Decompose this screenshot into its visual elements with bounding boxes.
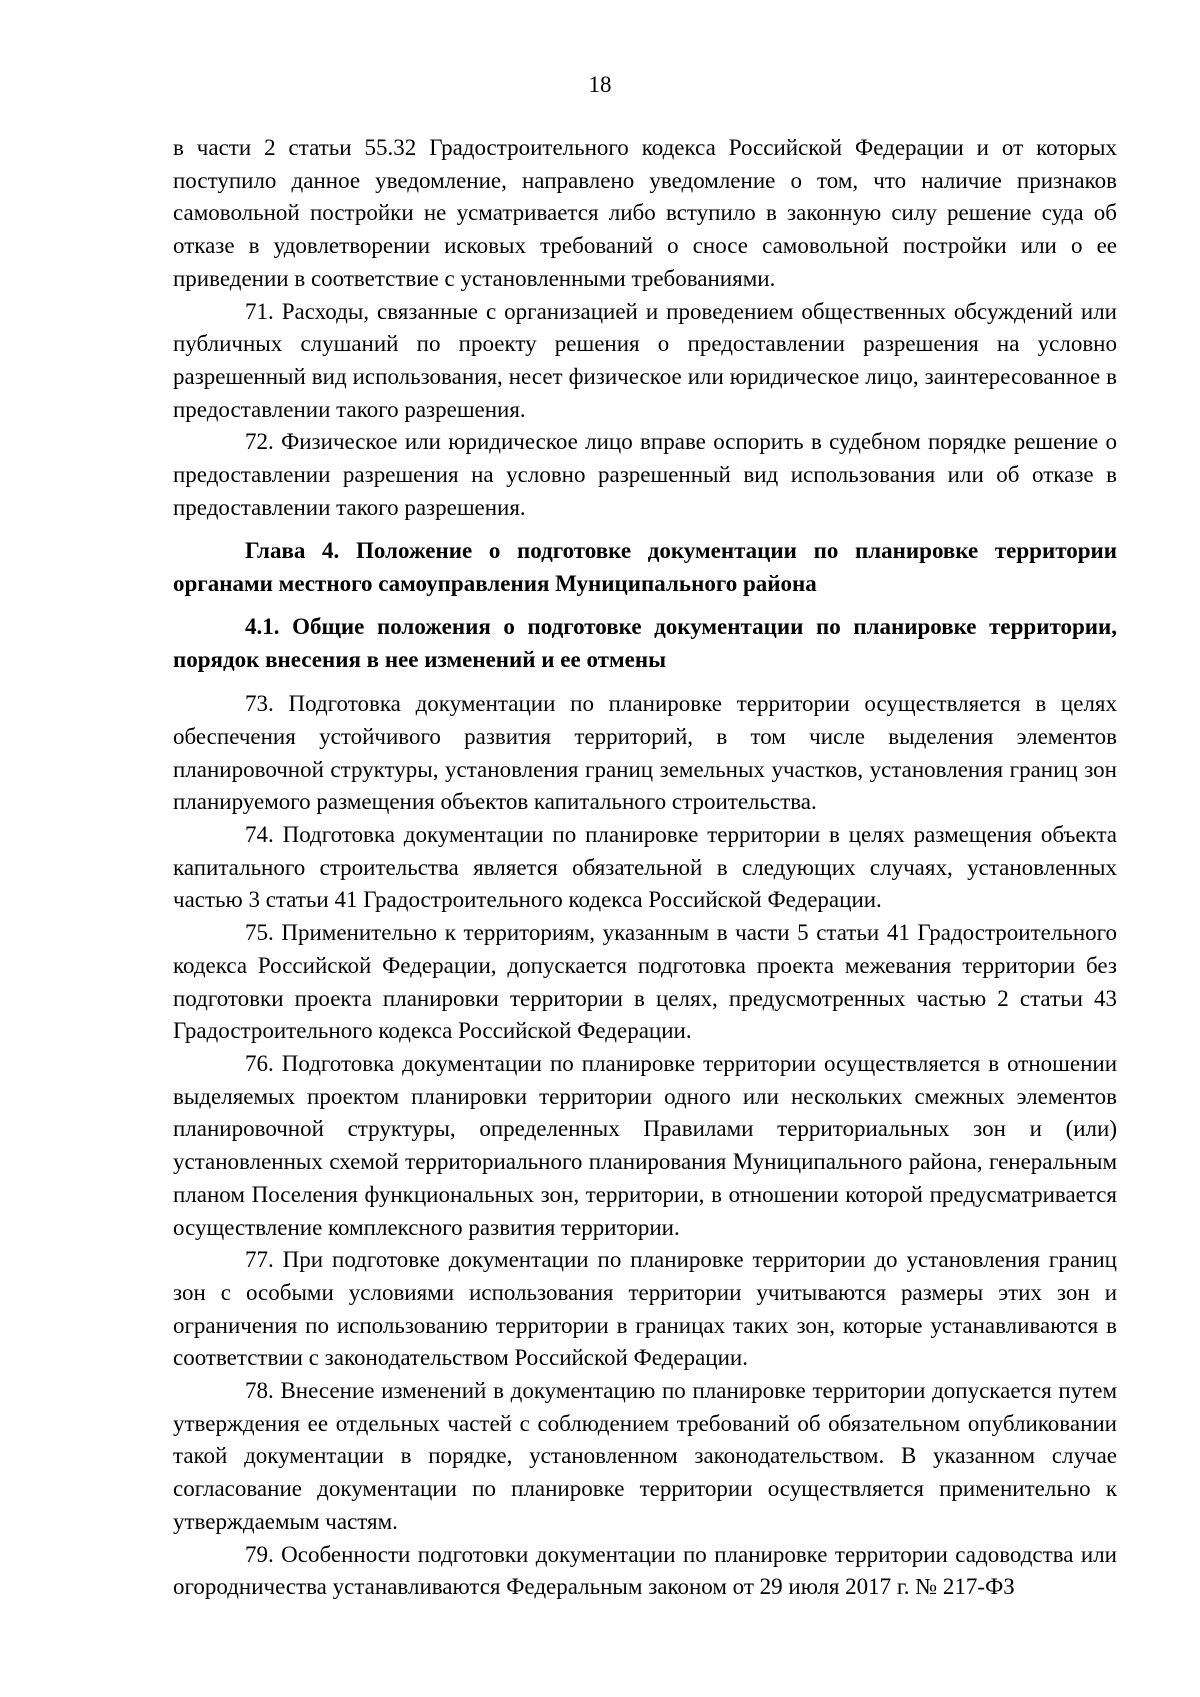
page-number: 18 xyxy=(588,72,612,97)
paragraph-continuation: в части 2 статьи 55.32 Градостроительного кодекса Российской Федерации и от которых поступило данное уведомление, направлено уведомление о том, что наличие признаков самовольной постройки не усматривается либо вступило в законную силу решение суда об отказе в удовлетворении исковых требований о сносе самовольной постройки или о ее приведении в соответствие с установленными требованиями. xyxy=(173,135,1117,291)
paragraph-71: 71. Расходы, связанные с организацией и проведением общественных обсуждений или публичных слушаний по проекту решения о предоставлении разрешения на условно разрешенный вид использования, несет физическое или юридическое лицо, заинтересованное в предоставлении такого разрешения. xyxy=(173,298,1117,422)
paragraph-76: 76. Подготовка документации по планировке территории осуществляется в отношении выделяемых проектом планировки территории одного или нескольких смежных элементов планировочной структуры, определенных Правилами территориальных зон и (или) установленных схемой территориального планирования Муниципального района, генеральным планом Поселения функциональных зон, территории, в отношении которой предусматривается осуществление комплексного развития территории. xyxy=(173,1050,1117,1240)
paragraph-77: 77. При подготовке документации по планировке территории до установления границ зон с особыми условиями использования территории учитываются размеры этих зон и ограничения по использованию территории в границах таких зон, которые устанавливаются в соответствии с законодательством Российской Федерации. xyxy=(173,1247,1117,1371)
paragraph-75: 75. Применительно к территориям, указанным в части 5 статьи 41 Градостроительного кодекса Российской Федерации, допускается подготовка проекта межевания территории без подготовки проекта планировки территории в целях, предусмотренных частью 2 статьи 43 Градостроительного кодекса Российской Федерации. xyxy=(173,920,1117,1044)
paragraph-78: 78. Внесение изменений в документацию по планировке территории допускается путем утверждения ее отдельных частей с соблюдением требований об обязательном опубликовании такой документации в порядке, установленном законодательством. В указанном случае согласование документации по планировке территории осуществляется применительно к утверждаемым частям. xyxy=(173,1378,1117,1534)
section-heading: 4.1. Общие положения о подготовке документации по планировке территории, порядок внесения в нее изменений и ее отмены xyxy=(173,613,1117,672)
paragraph-79: 79. Особенности подготовки документации по планировке территории садоводства или огородничества устанавливаются Федеральным законом от 29 июля 2017 г. № 217-ФЗ xyxy=(173,1541,1117,1600)
paragraph-74: 74. Подготовка документации по планировке территории в целях размещения объекта капитального строительства является обязательной в следующих случаях, установленных частью 3 статьи 41 Градостроительного кодекса Российской Федерации. xyxy=(173,822,1117,913)
paragraph-73: 73. Подготовка документации по планировке территории осуществляется в целях обеспечения устойчивого развития территорий, в том числе выделения элементов планировочной структуры, установления границ земельных участков, установления границ зон планируемого размещения объектов капитального строительства. xyxy=(173,691,1117,815)
document-body xyxy=(173,132,1117,1604)
chapter-heading: Глава 4. Положение о подготовке документации по планировке территории органами местного самоуправления Муниципального района xyxy=(173,538,1117,597)
paragraph-72: 72. Физическое или юридическое лицо вправе оспорить в судебном порядке решение о предоставлении разрешения на условно разрешенный вид использования или об отказе в предоставлении такого разрешения. xyxy=(173,429,1117,520)
